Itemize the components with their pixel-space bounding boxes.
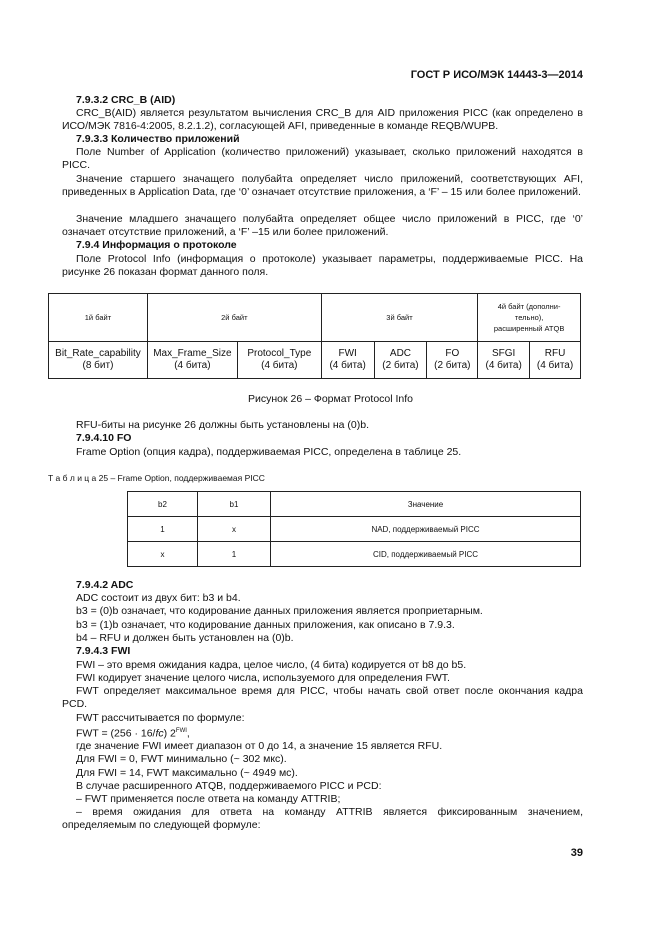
fwi-line-9: – FWT применяется после ответа на команду ATTRIB; bbox=[76, 793, 341, 805]
paragraph-fo: Frame Option (опция кадра), поддерживаемая PICC, определена в таблице 25. bbox=[76, 446, 462, 458]
table-25-caption: Т а б л и ц а 25 – Frame Option, поддерживаемая PICC bbox=[48, 473, 265, 483]
table25-header-b1: b1 bbox=[198, 492, 271, 517]
fwi-line-7: Для FWI = 14, FWT максимально (~ 4949 мс). bbox=[76, 767, 298, 779]
adc-line-4: b4 – RFU и должен быть установлен на (0)b. bbox=[76, 632, 294, 644]
section-heading-adc: 7.9.4.2 ADC bbox=[76, 579, 134, 591]
table-25 bbox=[127, 491, 581, 567]
adc-line-3: b3 = (1)b означает, что кодирование данных приложения, как описано в 7.9.3. bbox=[76, 619, 455, 631]
table25-cell: 1 bbox=[128, 517, 198, 542]
fwi-line-1: FWI – это время ожидания кадра, целое число, (4 бита) кодируется от b8 до b5. bbox=[76, 659, 467, 671]
fig26-cell-rfu: RFU (4 бита) bbox=[530, 342, 581, 379]
figure-26-table bbox=[48, 293, 581, 379]
paragraph-protocol-info: Поле Protocol Info (информация о протоколе) указывает параметры, поддерживаемые PICC. На рисунке 26 показан формат данного поля. bbox=[62, 253, 583, 279]
paragraph-crc-b: CRC_B(AID) является результатом вычисления CRC_B для AID приложения PICC (как определено в ИСО/МЭК 7816-4:2005, 8.2.1.2), согласующей AFI, приведенные в команде REQB/WUPB. bbox=[62, 107, 583, 133]
fwi-line-4: FWT рассчитывается по формуле: bbox=[76, 712, 245, 724]
fig26-byte1-header: 1й байт bbox=[49, 294, 148, 342]
table25-cell: x bbox=[198, 517, 271, 542]
document-header: ГОСТ Р ИСО/МЭК 14443-3—2014 bbox=[410, 69, 583, 81]
paragraph-app-count-3: Значение младшего значащего полубайта определяет общее число приложений в PICC, где ‘0’ означает отсутствие приложений, а ‘F’ –15 или более приложений. bbox=[62, 213, 583, 239]
fig26-cell-fwi: FWI (4 бита) bbox=[321, 342, 374, 379]
paragraph-rfu-bits: RFU-биты на рисунке 26 должны быть установлены на (0)b. bbox=[76, 419, 370, 431]
table25-cell: x bbox=[128, 542, 198, 567]
table25-cell: NAD, поддерживаемый PICC bbox=[271, 517, 581, 542]
section-heading-fwi: 7.9.4.3 FWI bbox=[76, 645, 131, 657]
fig26-cell-protocol-type: Protocol_Type (4 бита) bbox=[237, 342, 321, 379]
figure-26-caption: Рисунок 26 – Формат Protocol Info bbox=[247, 393, 414, 405]
page-number: 39 bbox=[570, 847, 583, 859]
fig26-byte4-header: 4й байт (дополни- тельно), расширенный ATQB bbox=[478, 294, 581, 342]
fwi-line-2: FWI кодирует значение целого числа, используемого для определения FWT. bbox=[76, 672, 450, 684]
fwi-line-5: где значение FWI имеет диапазон от 0 до 14, а значение 15 является RFU. bbox=[76, 740, 443, 752]
adc-line-1: ADC состоит из двух бит: b3 и b4. bbox=[76, 592, 241, 604]
fig26-cell-adc: ADC (2 бита) bbox=[374, 342, 427, 379]
section-heading-protocol-info: 7.9.4 Информация о протоколе bbox=[76, 239, 237, 251]
fig26-cell-fo: FO (2 бита) bbox=[427, 342, 478, 379]
section-heading-crc-b: 7.9.3.2 CRC_B (AID) bbox=[76, 94, 176, 106]
table25-cell: CID, поддерживаемый PICC bbox=[271, 542, 581, 567]
fig26-byte2-header: 2й байт bbox=[147, 294, 321, 342]
section-heading-fo: 7.9.4.10 FO bbox=[76, 432, 132, 444]
paragraph-app-count-1: Поле Number of Application (количество приложений) указывает, сколько приложений находятся в PICC. bbox=[62, 146, 583, 172]
table25-header-b2: b2 bbox=[128, 492, 198, 517]
fwi-line-6: Для FWI = 0, FWT минимально (~ 302 мкс). bbox=[76, 753, 287, 765]
table25-cell: 1 bbox=[198, 542, 271, 567]
fwi-line-8: В случае расширенного ATQB, поддерживаемого PICC и PCD: bbox=[76, 780, 382, 792]
table-row bbox=[128, 542, 581, 567]
fwi-paragraph-3: FWT определяет максимальное время для PICC, чтобы начать свой ответ после окончания кадра PCD. bbox=[62, 685, 583, 711]
section-heading-app-count: 7.9.3.3 Количество приложений bbox=[76, 133, 240, 145]
table-row bbox=[128, 517, 581, 542]
fig26-cell-sfgi: SFGI (4 бита) bbox=[478, 342, 530, 379]
fig26-cell-bit-rate: Bit_Rate_capability (8 бит) bbox=[49, 342, 148, 379]
adc-line-2: b3 = (0)b означает, что кодирование данных приложения является проприетарным. bbox=[76, 605, 483, 617]
paragraph-app-count-2: Значение старшего значащего полубайта определяет число приложений, соответствующих AFI, приведенных в Application Data, где ‘0’ означает отсутствие приложения, а ‘F’ – 15 или более приложений. bbox=[62, 173, 583, 199]
fig26-byte3-header: 3й байт bbox=[321, 294, 478, 342]
fig26-cell-max-frame-size: Max_Frame_Size (4 бита) bbox=[147, 342, 237, 379]
table25-header-value: Значение bbox=[271, 492, 581, 517]
fwi-paragraph-last: – время ожидания для ответа на команду ATTRIB является фиксированным значением, определяемым по следующей формуле: bbox=[62, 806, 583, 832]
fwt-formula: FWT = (256 · 16/fc) $2^{FWI}$, bbox=[76, 727, 190, 740]
